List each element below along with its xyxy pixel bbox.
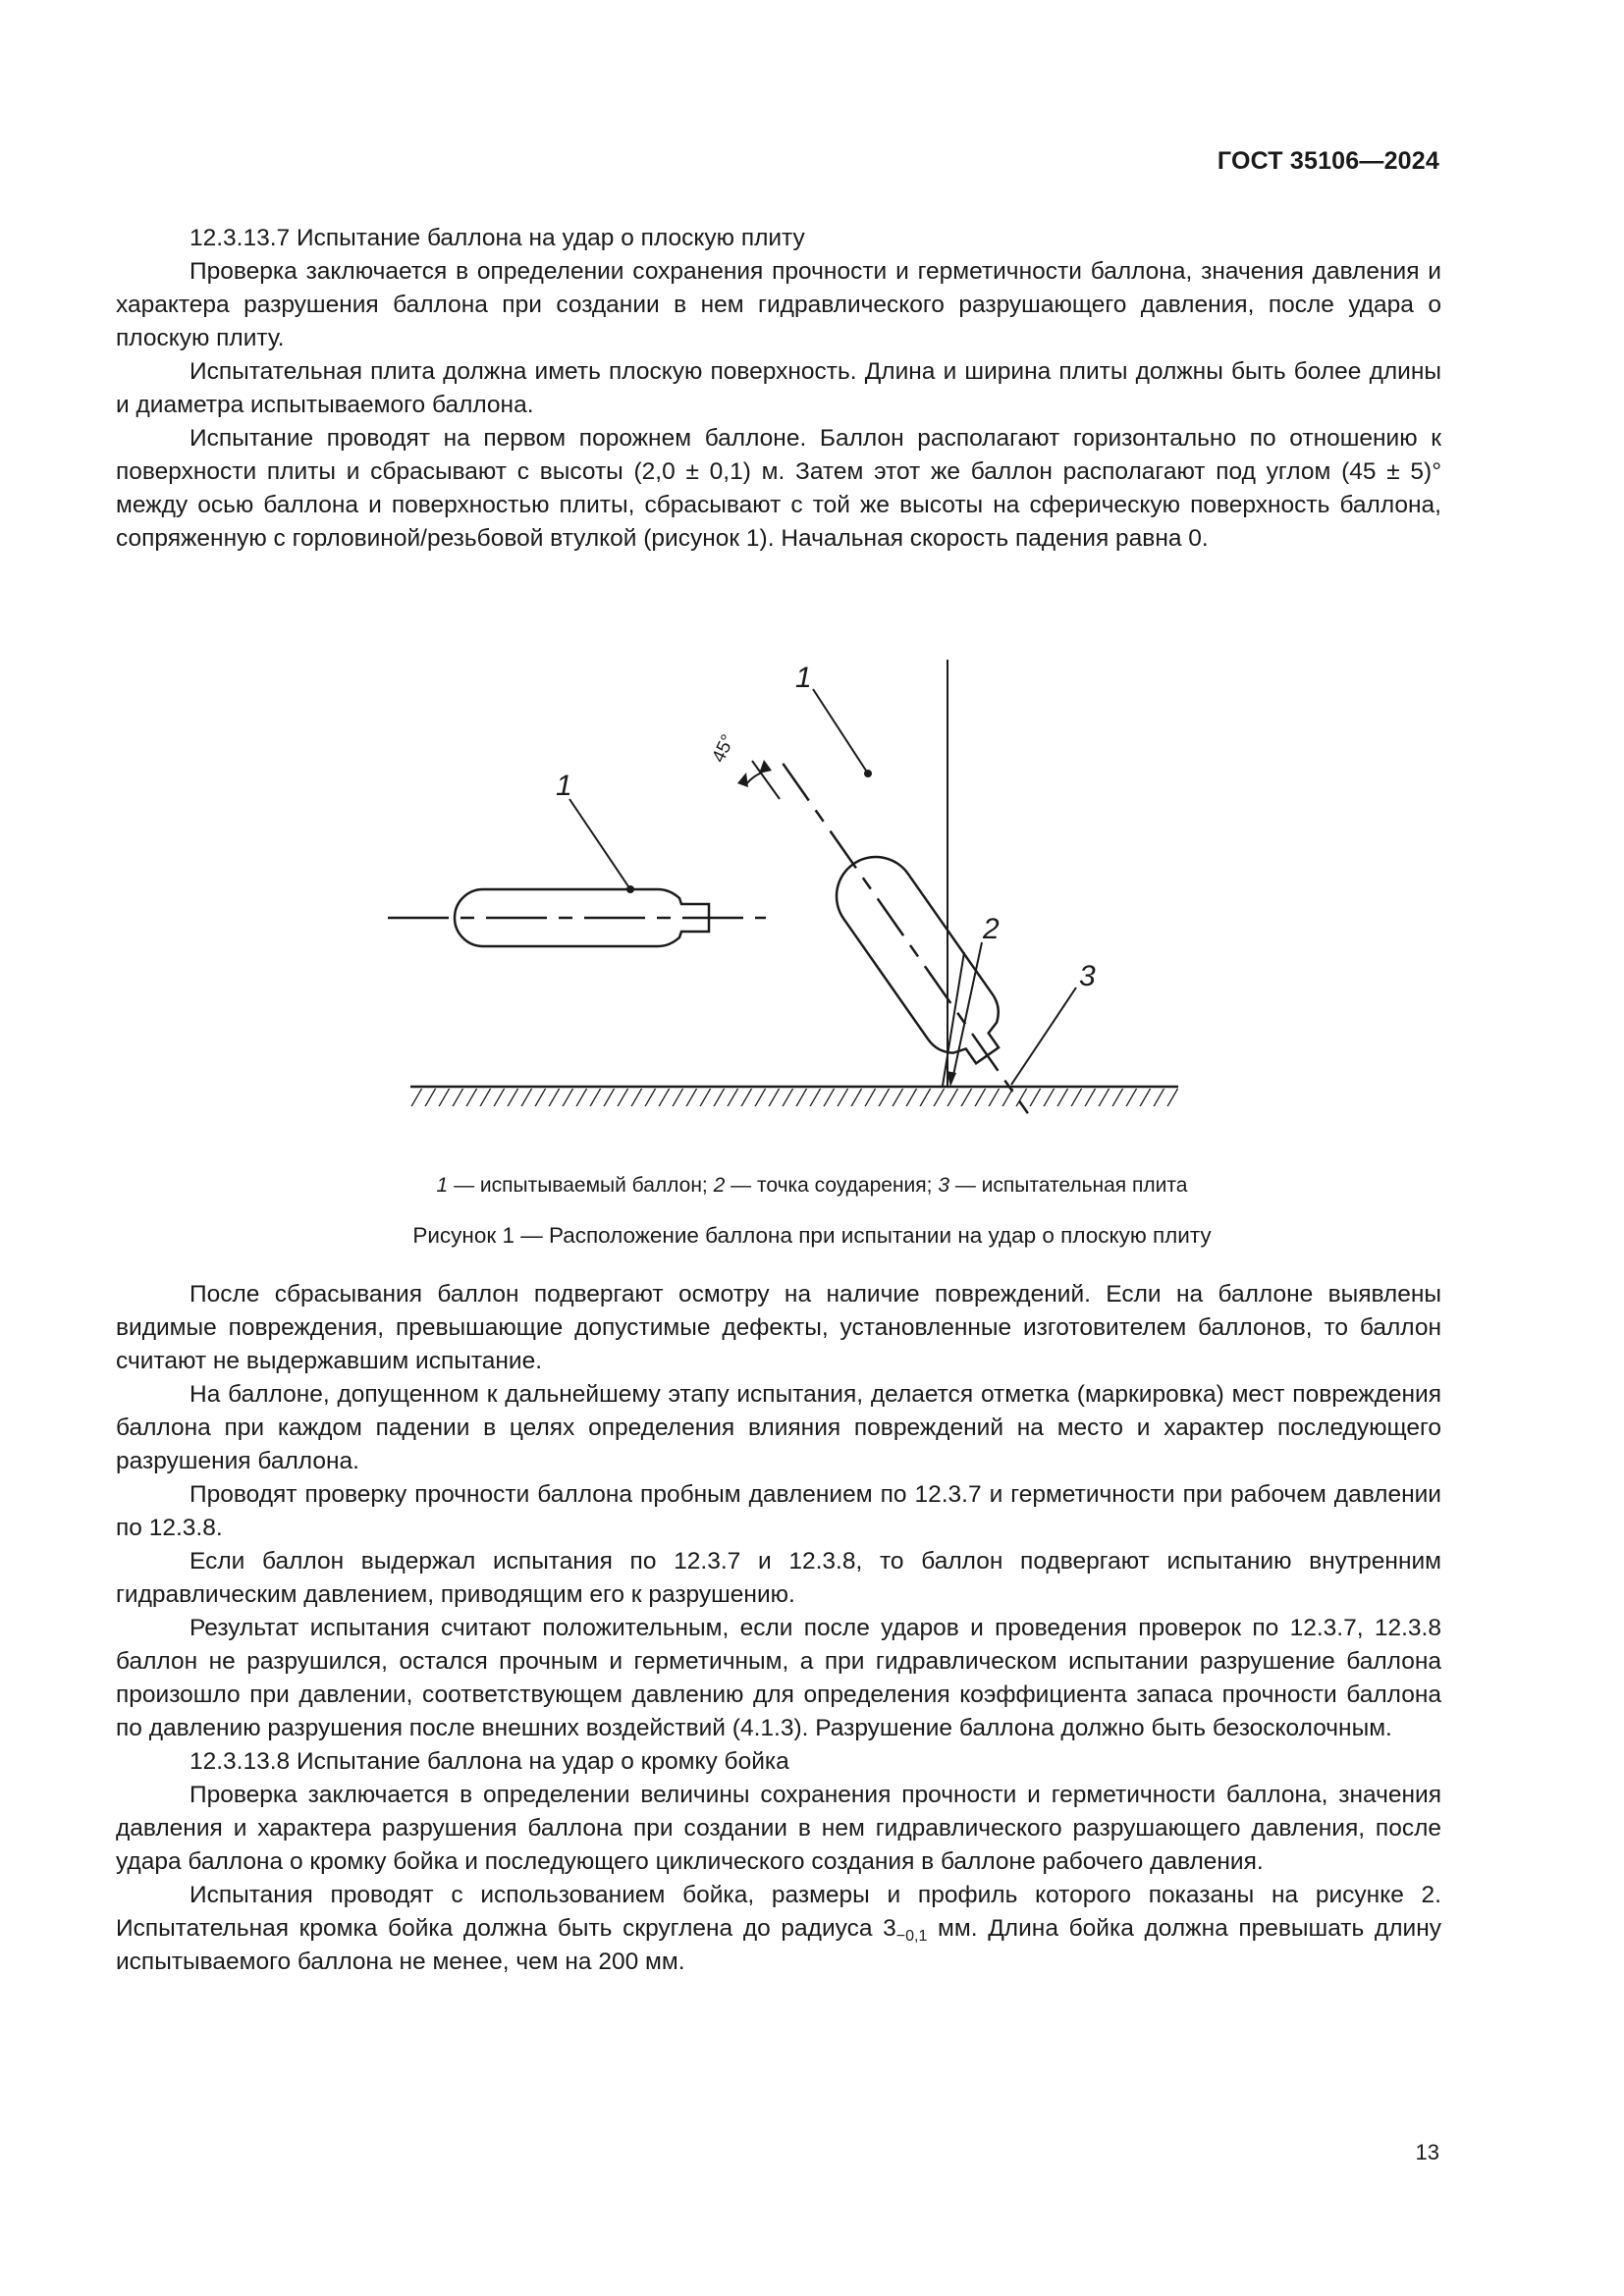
radius-tolerance: −0,1 — [895, 1928, 928, 1945]
label-cylinder-tilted: 1 — [795, 662, 812, 694]
angle-45-dimension — [737, 760, 780, 799]
figure-caption: Рисунок 1 — Расположение баллона при испытании на удар о плоскую плиту — [412, 1223, 1212, 1248]
section-continued — [116, 1278, 1441, 1979]
leader-1-left — [569, 799, 630, 889]
standard-header: ГОСТ 35106—2024 — [1217, 147, 1439, 175]
paragraph: Проводят проверку прочности баллона пробным давлением по 12.3.7 и герметичности при рабочем давлении по 12.3.8. — [116, 1481, 1441, 1541]
figure-1-drawing — [373, 648, 1188, 1119]
section-heading: 12.3.13.8 Испытание баллона на удар о кромку бойка — [189, 1748, 789, 1775]
leader-2 — [952, 942, 982, 1080]
paragraph: Испытания проводят с использованием бойка, размеры и профиль которого показаны на рисунке 2. Испытательная кромка бойка должна быть скруглена до радиуса $3_{-0,1}$ мм. Длина бойка должна превышать длину испытываемого баллона не менее, чем на 200 мм. — [116, 1882, 1441, 1975]
paragraph: Если баллон выдержал испытания по 12.3.7 и 12.3.8, то баллон подвергают испытанию внутренним гидравлическим давлением, приводящим его к разрушению. — [116, 1548, 1441, 1608]
plate-hatching — [410, 1089, 1178, 1106]
paragraph: Испытание проводят на первом порожнем баллоне. Баллон располагают горизонтально по отношению к поверхности плиты и сбрасывают с высоты (2,0 ± 0,1) м. Затем этот же баллон располагают под углом (45 ± 5)° между осью баллона и поверхностью плиты, сбрасывают с той же высоты на сферическую поверхность баллона, сопряженную с горловиной/резьбовой втулкой (рисунок 1). Начальная скорость падения равна 0. — [116, 425, 1441, 552]
paragraph: Проверка заключается в определении сохранения прочности и герметичности баллона, значения давления и характера разрушения баллона при создании в нем гидравлического разрушающего давления, после удара о плоскую плиту. — [116, 258, 1441, 351]
leader-dot — [626, 885, 634, 893]
leader-1-tilted — [813, 689, 868, 774]
paragraph: Результат испытания считают положительным, если после ударов и проведения проверок по 12.3.7, 12.3.8 баллон не разрушился, остался прочным и герметичным, а при гидравлическом испытании разрушение баллона произошло при давлении, соответствующем давлению для определения коэффициента запаса прочности баллона по давлению разрушения после внешних воздействий (4.1.3). Разрушение баллона должно быть безосколочным. — [116, 1615, 1441, 1741]
label-impact-point: 2 — [983, 913, 1000, 945]
leader-3 — [1011, 988, 1076, 1085]
paragraph: После сбрасывания баллон подвергают осмотру на наличие повреждений. Если на баллоне выявлены видимые повреждения, превышающие допустимые дефекты, установленные изготовителем баллонов, то баллон считают не выдержавшим испытание. — [116, 1281, 1441, 1374]
section-12-3-13-7 — [116, 222, 1441, 556]
leader-dot — [864, 770, 872, 777]
label-plate: 3 — [1079, 960, 1096, 992]
label-cylinder-left: 1 — [556, 770, 572, 802]
tilted-cylinder — [751, 741, 1060, 1119]
paragraph: Проверка заключается в определении величины сохранения прочности и герметичности баллона, значения давления и характера разрушения баллона при создании в нем гидравлического разрушающего давления, после удара баллона о кромку бойка и последующего циклического создания в баллоне рабочего давления. — [116, 1782, 1441, 1875]
section-heading: 12.3.13.7 Испытание баллона на удар о плоскую плиту — [189, 225, 805, 251]
figure-1 — [373, 648, 1188, 1119]
paragraph: На баллоне, допущенном к дальнейшему этапу испытания, делается отметка (маркировка) мест повреждения баллона при каждом падении в целях определения влияния повреждений на место и характер последующего разрушения баллона. — [116, 1381, 1441, 1474]
figure-legend: 1 — испытываемый баллон; 2 — точка соударения; 3 — испытательная плита — [436, 1174, 1188, 1197]
label-angle: 45° — [708, 731, 739, 767]
paragraph: Испытательная плита должна иметь плоскую поверхность. Длина и ширина плиты должны быть более длины и диаметра испытываемого баллона. — [116, 358, 1441, 418]
page-number: 13 — [1415, 2140, 1439, 2164]
horizontal-cylinder — [388, 889, 766, 946]
